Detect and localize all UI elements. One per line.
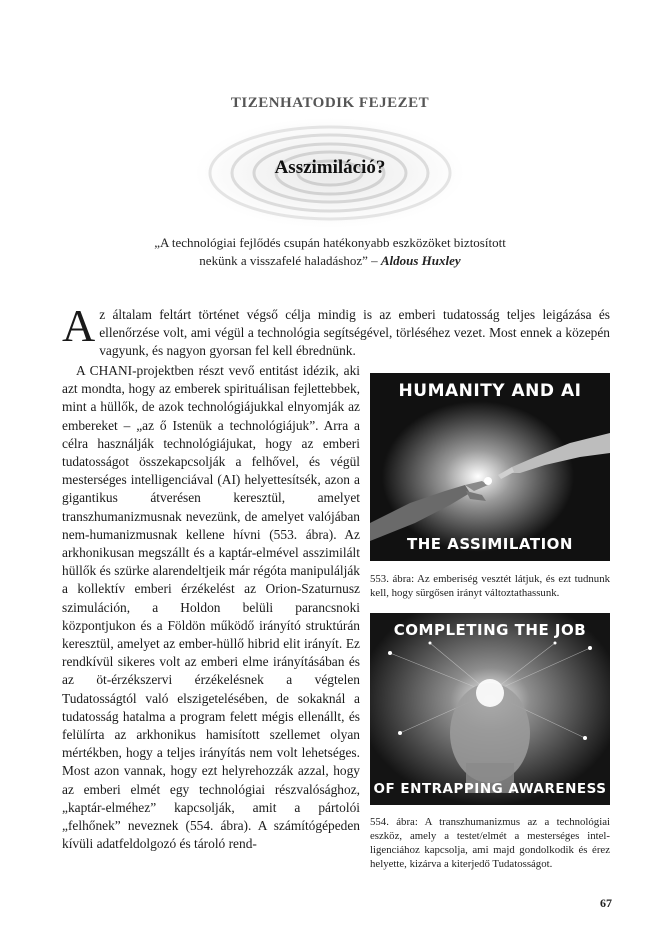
figure-553-image bbox=[370, 373, 610, 561]
chapter-title: Asszimiláció? bbox=[274, 157, 386, 178]
figure-554-caption: 554. ábra: A transzhumanizmus az a technológiai eszköz, amely a testet/elmét a mesterséges intelligenciához kapcsolja, ami majd gondolkodik és érez helyette, kizárva a kiterjedő Tudatosságot. bbox=[370, 816, 610, 870]
figure-553-title-top: HUMANITY AND AI bbox=[398, 381, 582, 401]
figure-553-caption: 553. ábra: Az emberiség vesztét látjuk, és ezt tudnunk kell, hogy sürgősen irányt változtathassunk. bbox=[370, 573, 610, 599]
drop-cap: A bbox=[62, 300, 96, 351]
figure-554-title-top: COMPLETING THE JOB bbox=[393, 621, 587, 639]
body-paragraph: A CHANI-projektben részt vevő entitást idézik, aki azt mondta, hogy az emberek spirituálisan fejlettebbek, mint a hüllők, de azok technológiájukkal elnyomják az embereket – „az ő Istenük a technológiájuk”. Arra a célra használják technológiájukat, hogy az emberi tudatosságot összekapcsolják a felhővel, és végül mesterséges intelligenciával (AI) helyettesítsék, azon a gigantikus átverésen keresztül, amelyet transzhumanizmusnak nevezünk, de amelyet valójában nem-humanizmusnak kellene hívni (553. ábra). Az arkhonikusan megszállt és a kaptár-elmével asszimilált hüllők és szürke alarendeltjeik már régóta manipulálják a kollektív emberi érzékelést az Orion-Szaturnusz szimuláción, a Holdon belüli parancsnoki központjukon és a Földön működő irányító struktúrán keresztül, amelyet az ember-hüllő hibrid elit irányít. Ez rendkívül sikeres volt az emberi elme irányításában és az öt-érzékszervi érzékelésnek a végtelen Tudatosságtól való elszigetelésében, de sokaknál a tudatosság hatalma a program felett mégis ellenállt, és felülírta az arkhonikus hamisított szellemet olyan mértékben, hogy a teljes irányítás nem volt lehetséges. Most azon vannak, hogy ezt helyrehozzák azzal, hogy az emberi elmét egy technológiai részvalósághoz, „kaptár-elméhez” kapcsolják, amit a pártolói „felhőnek” neveznek (554. ábra). A számítógépeden kívüli adatfeldolgozó és tároló rend- bbox=[62, 363, 360, 852]
figure-554-title-bottom: OF ENTRAPPING AWARENESS bbox=[373, 781, 607, 797]
epigraph bbox=[110, 234, 550, 270]
chapter-label: TIZENHATODIK FEJEZET bbox=[230, 95, 430, 111]
epigraph-line-1: „A technológiai fejlődés csupán hatékonyabb eszközöket biztosított bbox=[154, 235, 506, 250]
figure-553-title-bottom: THE ASSIMILATION bbox=[406, 535, 573, 553]
epigraph-line-2: nekünk a visszafelé haladáshoz” – bbox=[199, 253, 378, 268]
figure-humanity-and-ai bbox=[370, 373, 610, 561]
page-number: 67 bbox=[600, 896, 612, 910]
figure-entrapping-awareness bbox=[370, 613, 610, 805]
intro-text: z általam feltárt történet végső célja mindig is az emberi tudatosság teljes leigázása és ellenőrzése volt, ami végül a technológia segítségével, törléséhez vezet. Most ennek a közepén vagyunk, és nagyon gyorsan fel kell ébrednünk. bbox=[99, 307, 610, 359]
epigraph-author: Aldous Huxley bbox=[380, 253, 461, 268]
intro-paragraph bbox=[62, 300, 610, 361]
figure-554-image bbox=[370, 613, 610, 805]
body-column bbox=[62, 362, 360, 853]
